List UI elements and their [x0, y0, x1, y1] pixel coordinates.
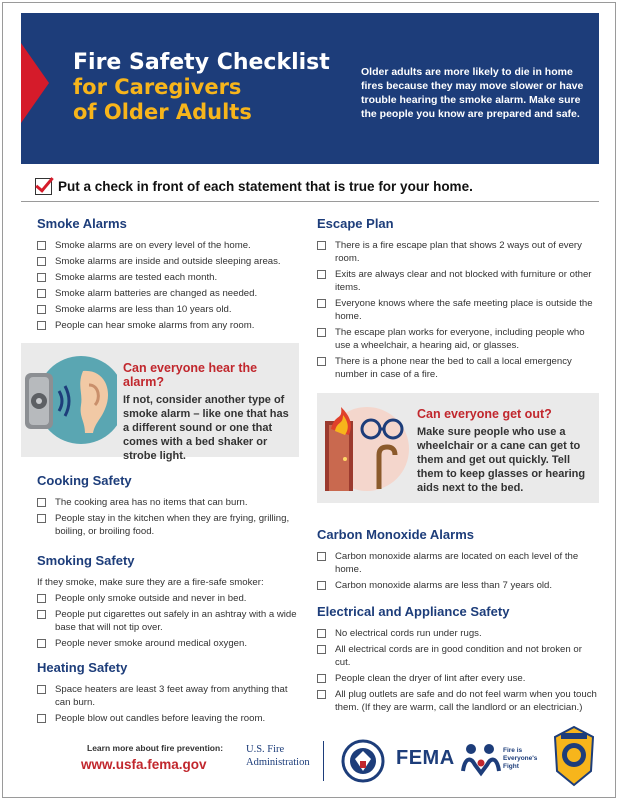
checklist-item[interactable]: All plug outlets are safe and do not feel warm when you touch them. (If they are warm, call the landlord or an electrician.): [317, 688, 597, 714]
checklist-item[interactable]: Smoke alarms are on every level of the home.: [37, 239, 299, 252]
checkbox[interactable]: [37, 305, 46, 314]
checklist-item[interactable]: People never smoke around medical oxygen.: [37, 637, 299, 650]
hear-alarm-callout: [21, 343, 299, 462]
section-title: Smoking Safety: [37, 553, 135, 568]
instruction-text: Put a check in front of each statement that is true for your home.: [58, 178, 473, 194]
checkbox[interactable]: [37, 610, 46, 619]
checkbox[interactable]: [317, 629, 326, 638]
smoke-alarms-section: [37, 216, 299, 335]
cooking-safety-section: [37, 473, 299, 541]
checklist-item[interactable]: Carbon monoxide alarms are less than 7 years old.: [317, 579, 597, 592]
checklist-item[interactable]: People put cigarettes out safely in an ashtray with a wide base that will not tip over.: [37, 608, 299, 634]
checkbox[interactable]: [317, 581, 326, 590]
checkmark-icon: [35, 178, 52, 195]
callout-title: Can everyone get out?: [417, 407, 552, 421]
checklist-item[interactable]: Smoke alarms are less than 10 years old.: [37, 303, 299, 316]
callout-text: If not, consider another type of smoke alarm – like one that has a different sound or one that comes with a bed shaker or strobe light.: [123, 394, 289, 462]
checklist-item[interactable]: Exits are always clear and not blocked with furniture or other items.: [317, 268, 597, 294]
checkbox[interactable]: [317, 674, 326, 683]
smoking-safety-section: [37, 553, 299, 653]
section-lead: If they smoke, make sure they are a fire-safe smoker:: [37, 577, 264, 588]
door-glasses-icon: [317, 399, 413, 497]
checklist-item[interactable]: The escape plan works for everyone, including people who use a wheelchair, a hearing aid, or glasses.: [317, 326, 597, 352]
title-line-1: Fire Safety Checklist: [73, 50, 330, 75]
checklist-item[interactable]: People blow out candles before leaving the room.: [37, 712, 299, 725]
checkbox[interactable]: [317, 328, 326, 337]
heating-safety-section: [37, 660, 299, 728]
fema-wordmark: FEMA: [396, 747, 455, 769]
section-title: Smoke Alarms: [37, 216, 127, 231]
instruction-row: [35, 174, 473, 198]
header-banner: [21, 13, 599, 164]
website-link[interactable]: www.usfa.fema.gov: [81, 757, 207, 772]
escape-plan-section: [317, 216, 597, 384]
checkbox[interactable]: [37, 321, 46, 330]
checklist-item[interactable]: People only smoke outside and never in bed.: [37, 592, 299, 605]
checkbox[interactable]: [37, 241, 46, 250]
checklist-item[interactable]: Everyone knows where the safe meeting place is outside the home.: [317, 297, 597, 323]
checkbox[interactable]: [37, 289, 46, 298]
checklist-item[interactable]: Space heaters are least 3 feet away from anything that can burn.: [37, 683, 299, 709]
checklist-item[interactable]: No electrical cords run under rugs.: [317, 627, 597, 640]
checkbox[interactable]: [37, 257, 46, 266]
checklist-item[interactable]: There is a phone near the bed to call a local emergency number in case of a fire.: [317, 355, 597, 381]
checklist-item[interactable]: Smoke alarms are inside and outside sleeping areas.: [37, 255, 299, 268]
checklist-item[interactable]: Carbon monoxide alarms are located on each level of the home.: [317, 550, 597, 576]
page-title: [73, 50, 343, 125]
footer: [21, 733, 599, 791]
get-out-callout: [317, 393, 599, 503]
checklist-item[interactable]: There is a fire escape plan that shows 2 ways out of every room.: [317, 239, 597, 265]
title-line-2: for Caregivers: [73, 75, 242, 99]
section-title: Electrical and Appliance Safety: [317, 604, 510, 619]
checkbox[interactable]: [317, 299, 326, 308]
usfa-wordmark: U.S. Fire Administration: [246, 744, 310, 768]
carbon-monoxide-section: [317, 527, 597, 595]
callout-title: Can everyone hear the alarm?: [123, 361, 258, 389]
checkbox[interactable]: [317, 357, 326, 366]
checkbox[interactable]: [317, 552, 326, 561]
intro-text: Older adults are more likely to die in home fires because they may move slower or have trouble hearing the smoke alarm. Make sure the people you know are prepared and safe.: [361, 66, 584, 120]
checklist-page: [2, 2, 616, 798]
section-title: Heating Safety: [37, 660, 128, 675]
checklist-item[interactable]: People stay in the kitchen when they are frying, grilling, boiling, or broiling food.: [37, 512, 299, 538]
checkbox[interactable]: [317, 241, 326, 250]
dhs-seal-icon: [341, 739, 385, 783]
checklist-item[interactable]: Smoke alarms are tested each month.: [37, 271, 299, 284]
electrical-safety-section: [317, 604, 597, 717]
checklist-item[interactable]: All electrical cords are in good condition and not broken or cut.: [317, 643, 597, 669]
checkbox[interactable]: [317, 690, 326, 699]
learn-more-label: Learn more about fire prevention:: [87, 743, 224, 753]
section-title: Cooking Safety: [37, 473, 132, 488]
checklist-item[interactable]: People can hear smoke alarms from any room.: [37, 319, 299, 332]
checkbox[interactable]: [37, 514, 46, 523]
checkbox[interactable]: [37, 685, 46, 694]
checkbox[interactable]: [317, 645, 326, 654]
checkbox[interactable]: [37, 273, 46, 282]
callout-text: Make sure people who use a wheelchair or a cane can get to them and get out quickly. Tell them to keep glasses or hearing aids next to the bed.: [417, 426, 586, 494]
ear-alarm-icon: [21, 351, 117, 449]
divider: [21, 201, 599, 202]
checkbox[interactable]: [37, 594, 46, 603]
section-title: Carbon Monoxide Alarms: [317, 527, 474, 542]
family-icon: [461, 739, 501, 783]
checkbox[interactable]: [37, 714, 46, 723]
footer-divider: [323, 741, 324, 781]
checkbox[interactable]: [37, 498, 46, 507]
checklist-item[interactable]: The cooking area has no items that can burn.: [37, 496, 299, 509]
title-line-3: of Older Adults: [73, 100, 252, 124]
checkbox[interactable]: [37, 639, 46, 648]
section-title: Escape Plan: [317, 216, 394, 231]
fire-dept-badge-icon: [551, 725, 597, 787]
campaign-wordmark: Fire is Everyone's Fight: [503, 747, 538, 770]
checklist-item[interactable]: People clean the dryer of lint after every use.: [317, 672, 597, 685]
red-arrow-icon: [21, 43, 49, 123]
checklist-item[interactable]: Smoke alarm batteries are changed as needed.: [37, 287, 299, 300]
checkbox[interactable]: [317, 270, 326, 279]
